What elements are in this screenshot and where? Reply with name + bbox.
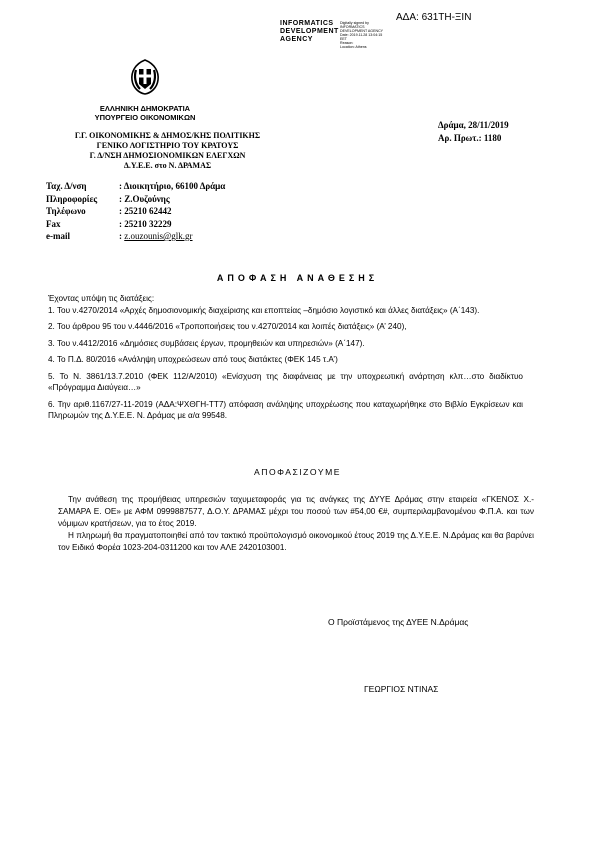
di-detail-line: DEVELOPMENT AGENCY [340,29,384,33]
contact-block [46,180,225,243]
contact-value: : 25210 62442 [119,206,172,216]
consideration-item: 2. Του άρθρου 95 του ν.4446/2016 «Τροποποιήσεις του ν.4270/2014 και λοιπές διατάξεις» (Α’ 240), [48,322,407,331]
authority-line: Δ.Υ.Ε.Ε. στο Ν. ΔΡΑΜΑΣ [123,161,212,170]
consideration-item: 6. Την αριθ.1167/27-11-2019 (ΑΔΑ:ΨΧΘΓΗ-ΤΤ7) απόφαση ανάληψης υποχρέωσης που καταχωρήθηκε στο Βιβλίο Εγκρίσεων και Πληρωμών της Δ.Υ.Ε.Ε. Ν. Δράμας με α/α 99548. [48,399,523,420]
contact-label: Πληροφορίες [46,193,98,204]
ministry-label: ΥΠΟΥΡΓΕΙΟ ΟΙΚΟΝΟΜΙΚΩΝ [94,113,196,122]
di-detail-line: Reason: [340,41,354,45]
consideration-item: 4. Το Π.Δ. 80/2016 «Ανάληψη υποχρεώσεων από τους διατάκτες (ΦΕΚ 145 τ.Α’) [48,355,338,364]
email-link[interactable]: z.ouzounis@glk.gr [124,231,193,241]
digital-signature-logo [280,20,339,44]
authority-line: ΓΕΝΙΚΟ ΛΟΓΙΣΤΗΡΙΟ ΤΟΥ ΚΡΑΤΟΥΣ [96,141,239,150]
contact-row [46,193,225,206]
di-logo-line: AGENCY [280,36,313,43]
di-detail-line: EET [340,37,347,41]
decision-paragraph: Την ανάθεση της προμήθειας υπηρεσιών ταχυμεταφοράς για τις ανάγκες της ΔΥΥΕ Δράμας στην εταιρεία «ΓΚΕΝΟΣ Χ.- ΣΑΜΑΡΑ Ε. ΟΕ» με ΑΦΜ 0999887577, Δ.Ο.Υ. ΔΡΑΜΑΣ μέχρι του ποσού των #54,00 €#, συμπεριλαμβανομένου Φ.Π.Α. και των νόμιμων κρατήσεων, για το έτος 2019. [58,495,534,528]
di-detail-line: Location: Athens [340,45,367,49]
greek-emblem-icon [127,58,163,96]
di-logo-line: DEVELOPMENT [280,28,339,35]
email-label: e-mail [46,231,70,241]
email-value [119,230,193,243]
republic-label: ΕΛΛΗΝΙΚΗ ΔΗΜΟΚΡΑΤΙΑ [99,104,191,113]
considerations [48,293,523,422]
contact-value: : Ζ.Ουζούνης [119,193,170,204]
signer-title: Ο Προϊστάμενος της ΔΥΕΕ Ν.Δράμας [328,617,469,627]
signer-name: ΓΕΩΡΓΙΟΣ ΝΤΙΝΑΣ [364,684,439,694]
consideration-item: 3. Του ν.4412/2016 «Δημόσιες συμβάσεις έργων, προμηθειών και υπηρεσιών» (Α΄147). [48,338,365,348]
ministry-name [0,104,290,122]
contact-row [46,205,225,218]
di-logo-line: INFORMATICS [280,20,334,27]
contact-row-email [46,230,225,243]
email-colon: : [119,231,122,241]
di-detail-line: Date: 2019.11.28 13:04:15 [340,33,383,37]
consideration-item: 5. Το Ν. 3861/13.7.2010 (ΦΕΚ 112/Α/2010) «Ενίσχυση της διαφάνειας με την υποχρεωτική ανάρτηση κλπ…στο διαδίκτυο «Πρόγραμμα Διαύγεια…» [48,371,523,392]
di-detail-line: INFORMATICS [340,25,365,29]
contact-value: : Διοικητήριο, 66100 Δράμα [119,181,226,191]
protocol-number: Αρ. Πρωτ.: 1180 [438,133,502,143]
contact-label: Fax [46,218,61,229]
authority-line: Γ.Γ. ΟΙΚΟΝΟΜΙΚΗΣ & ΔΗΜΟΣ/ΚΗΣ ΠΟΛΙΤΙΚΗΣ [74,131,261,140]
decision-paragraph: Η πληρωμή θα πραγματοποιηθεί από τον τακτικό προϋπολογισμό οικονομικού έτους 2019 της Δ.Υ.Ε.Ε. Ν.Δράμας και θα βαρύνει τον Ειδικό Φορέα 1023-204-0311200 και τον ΑΛΕ 2420103001. [58,531,534,552]
contact-label: Τηλέφωνο [46,206,86,216]
digital-signature-details [340,21,383,49]
document-meta [438,119,509,145]
decision-heading: ΑΠΟΦΑΣΙΖΟΥΜΕ [254,467,341,477]
ada-code: ΑΔΑ: 631ΤΗ-ΞΙΝ [396,12,472,23]
di-detail-line: Digitally signed by [340,21,369,25]
consideration-item: 1. Του ν.4270/2014 «Αρχές δημοσιονομικής διαχείρισης και εποπτείας –δημόσιο λογιστικό και άλλες διατάξεις» (Α΄143). [48,305,480,315]
document-title: ΑΠΟΦΑΣΗ ΑΝΑΘΕΣΗΣ [216,273,379,283]
document-date: Δράμα, 28/11/2019 [438,120,509,130]
decision-body [58,494,534,554]
contact-label: Ταχ. Δ/νση [46,181,87,191]
issuing-authority [20,131,315,171]
contact-row [46,218,225,231]
considerations-intro: Έχοντας υπόψη τις διατάξεις: [48,294,155,303]
contact-value: : 25210 32229 [119,218,172,229]
authority-line: Γ. Δ/ΝΣΗ ΔΗΜΟΣΙΟΝΟΜΙΚΩΝ ΕΛΕΓΧΩΝ [89,151,246,160]
contact-row [46,180,225,193]
